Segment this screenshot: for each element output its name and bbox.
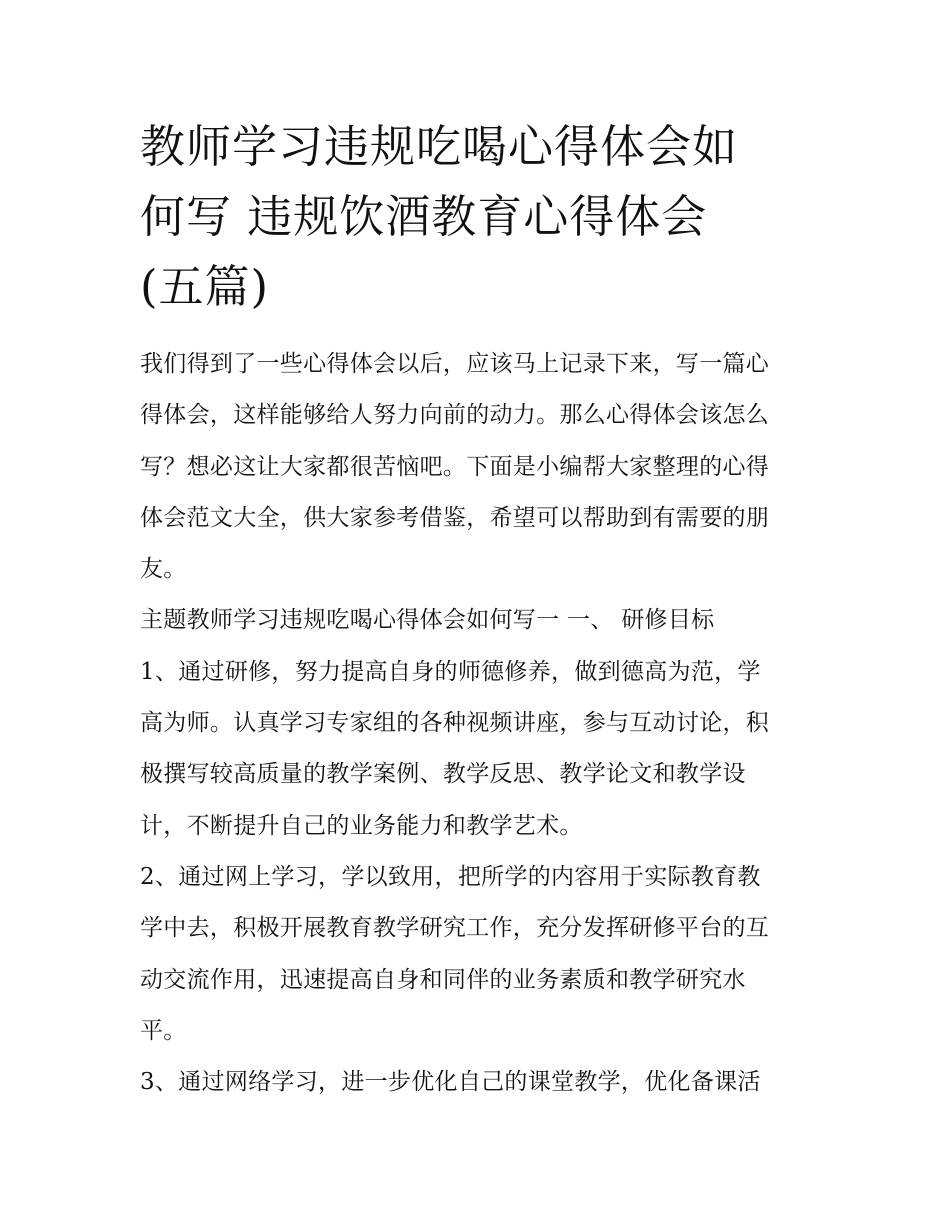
intro-line: 我们得到了一些心得体会以后，应该马上记录下来，写一篇心 (140, 351, 770, 377)
paragraph-line: 极撰写较高质量的教学案例、教学反思、教学论文和教学设 (140, 761, 746, 788)
document-page (140, 112, 820, 1108)
intro-line: 写？想必这让大家都很苦恼吧。下面是小编帮大家整理的心得 (140, 453, 770, 480)
title-line: 教师学习违规吃喝心得体会如 (140, 120, 739, 173)
paragraph-line: 1、通过研修，努力提高自身的师德修养，做到德高为范，学 (140, 658, 761, 685)
intro-line: 友。 (140, 556, 187, 583)
document-title (140, 112, 820, 322)
intro-line: 得体会，这样能够给人努力向前的动力。那么心得体会该怎么 (140, 402, 770, 429)
title-line: (五篇) (140, 260, 270, 313)
paragraph-line: 高为师。认真学习专家组的各种视频讲座，参与互动讨论，积 (140, 710, 770, 737)
paragraph-line: 3、通过网络学习，进一步优化自己的课堂教学，优化备课活 (140, 1069, 761, 1096)
paragraph-line: 学中去，积极开展教育教学研究工作，充分发挥研修平台的互 (140, 915, 770, 942)
title-line: 何写 违规饮酒教育心得体会 (140, 190, 708, 243)
document-body (140, 339, 820, 1108)
paragraph-line: 计，不断提升自己的业务能力和教学艺术。 (140, 812, 583, 839)
section-heading: 主题教师学习违规吃喝心得体会如何写一 一、 研修目标 (140, 607, 715, 634)
paragraph-line: 动交流作用，迅速提高自身和同伴的业务素质和教学研究水 (140, 966, 746, 993)
paragraph-line: 2、通过网上学习，学以致用，把所学的内容用于实际教育教 (140, 863, 761, 890)
paragraph-line: 平。 (140, 1017, 187, 1044)
intro-line: 体会范文大全，供大家参考借鉴，希望可以帮助到有需要的朋 (140, 504, 770, 531)
